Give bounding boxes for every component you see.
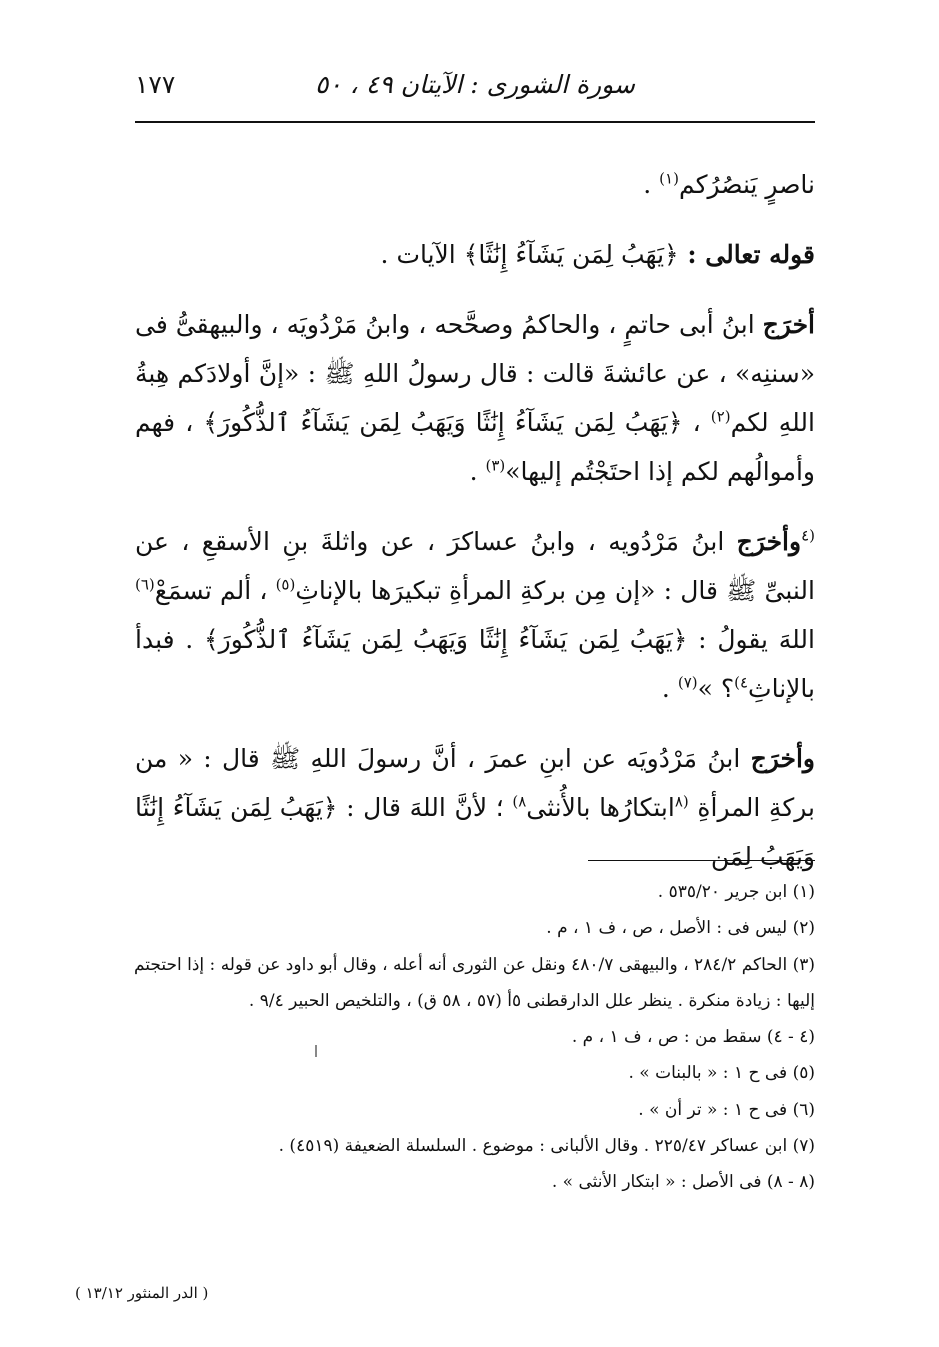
footnote-ref-2: (٢) [710, 407, 731, 426]
footnote-7: (٧) ابن عساكر ٢٢٥/٤٧ . وقال الألبانى : موضوع . السلسلة الضعيفة (٤٥١٩) . [278, 1136, 815, 1157]
footnote-ref-7: (٧) [677, 673, 698, 692]
footnote-8: (٨ - ٨) فى الأصل : « ابتكار الأنثى » . [551, 1172, 815, 1193]
quran-verse: ﴿يَهَبُ لِمَن يَشَآءُ إِنَٰثًا﴾ [463, 240, 679, 269]
footnote-ref-6: (٦) [135, 575, 155, 594]
page-number: ١٧٧ [135, 70, 176, 99]
footnote-ref-8-close: ٨) [512, 792, 527, 811]
p3-text-b: ، [682, 408, 711, 437]
quran-verse: ﴿يَهَبُ لِمَن يَشَآءُ إِنَٰثًا وَيَهَبُ لِمَن يَشَآءُ ٱلذُّكُورَ﴾ [203, 408, 683, 437]
footnote-1: (١) ابن جرير ٥٣٥/٢٠ . [657, 882, 815, 902]
narration-lead: وأخرَج [750, 744, 815, 773]
narration-lead: وأخرَج [736, 527, 802, 556]
p5-text-b: ابتكارُها بالأُنثى [526, 793, 675, 822]
narration-lead: أخرَج [762, 310, 815, 339]
p4-text-b: ، ألم تسمَعْ [154, 576, 276, 605]
p4-text-a: ابنُ مَرْدُويه ، وابنُ عساكرَ ، عن واثلةَ بنِ الأسقعِ ، عن النبىِّ ﷺ قال : «إن مِن بركةِ المرأةِ تبكيرَها بالإناثِ [135, 527, 815, 605]
main-text [135, 160, 815, 902]
footnote-2: (٢) ليس فى : الأصل ، ص ، ف ١ ، م . [546, 918, 815, 939]
paragraph-4 [135, 517, 815, 713]
p3-text-a: ابنُ أبى حاتمٍ ، والحاكمُ وصحَّحه ، وابنُ مَرْدُويَه ، والبيهقىُّ فى «سننِه» ، عن عائشةَ قالت : قال رسولُ اللهِ ﷺ : «إنَّ أولادَكم هِبةُ اللهِ لكم [135, 310, 815, 437]
footnotes [135, 874, 815, 1201]
verse-intro: قوله تعالى : [678, 240, 815, 269]
quran-verse: ﴿يَهَبُ لِمَن يَشَآءُ إِنَٰثًا وَيَهَبُ لِمَن [135, 793, 815, 871]
running-title: سورة الشورى : الآيتان ٤٩ ، ٥٠ [314, 70, 636, 99]
footnote-ref-4-open: (٤ [801, 526, 815, 545]
p2-tail: الآيات . [380, 240, 464, 269]
p5-text-a: ابنُ مَرْدُويَه عن ابنِ عمرَ ، أنَّ رسولَ اللهِ ﷺ قال : « من بركةِ المرأةِ [135, 744, 815, 822]
footnote-3: (٣) الحاكم ٢٨٤/٢ ، والبيهقى ٤٨٠/٧ ونقل عن الثورى أنه أعله ، وقال أبو داود عن قوله : إذا احتجتم [133, 954, 815, 975]
footnote-ref-3: (٣) [485, 456, 506, 475]
paragraph-2 [135, 230, 815, 279]
p4-text-e: ؟ » [697, 674, 735, 703]
paragraph-3 [135, 300, 815, 496]
footnote-5: (٥) فى ح ١ : « بالبنات » . [628, 1063, 815, 1084]
footnote-ref-5: (٥) [275, 575, 296, 594]
p1-end: . [643, 170, 660, 199]
header-rule [135, 121, 815, 123]
footnote-3-cont: إليها : زيادة منكرة . ينظر علل الدارقطنى ٥أ (٥٧ ، ٥٨ ق) ، والتلخيص الحبير ٩/٤ . [248, 990, 815, 1011]
p4-end: . [661, 674, 678, 703]
p4-text-c: اللهَ يقولُ : [687, 625, 815, 654]
p1-text: ناصرٍ يَنصُرُكم [678, 170, 815, 199]
footnote-ref-1: (١) [659, 169, 679, 188]
footnote-ref-4-close: ٤) [734, 673, 749, 692]
quran-verse: ﴿يَهَبُ لِمَن يَشَآءُ إِنَٰثًا وَيَهَبُ لِمَن يَشَآءُ ٱلذُّكُورَ﴾ [204, 625, 688, 654]
footnotes-rule [588, 860, 815, 861]
footnote-ref-8-open: (٨ [674, 792, 689, 811]
paragraph-5 [135, 734, 815, 881]
p4-text-d: . فبدأ بالإناثِ [135, 625, 815, 703]
p3-text-c: ، فهم وأموالُهم لكم إذا احتَجْتُم إليها» [135, 408, 815, 486]
p5-text-c: ؛ لأنَّ اللهَ قال : [337, 793, 513, 822]
source-signature: ( الدر المنثور ١٣/١٢ ) [75, 1284, 209, 1302]
p3-end: . [469, 457, 486, 486]
page-header [135, 70, 815, 110]
footnote-6: (٦) فى ح ١ : « تر أن » . [638, 1099, 815, 1120]
scan-mark [315, 1045, 317, 1057]
footnote-4: (٤ - ٤) سقط من : ص ، ف ١ ، م . [571, 1027, 815, 1048]
paragraph-1 [135, 160, 815, 209]
